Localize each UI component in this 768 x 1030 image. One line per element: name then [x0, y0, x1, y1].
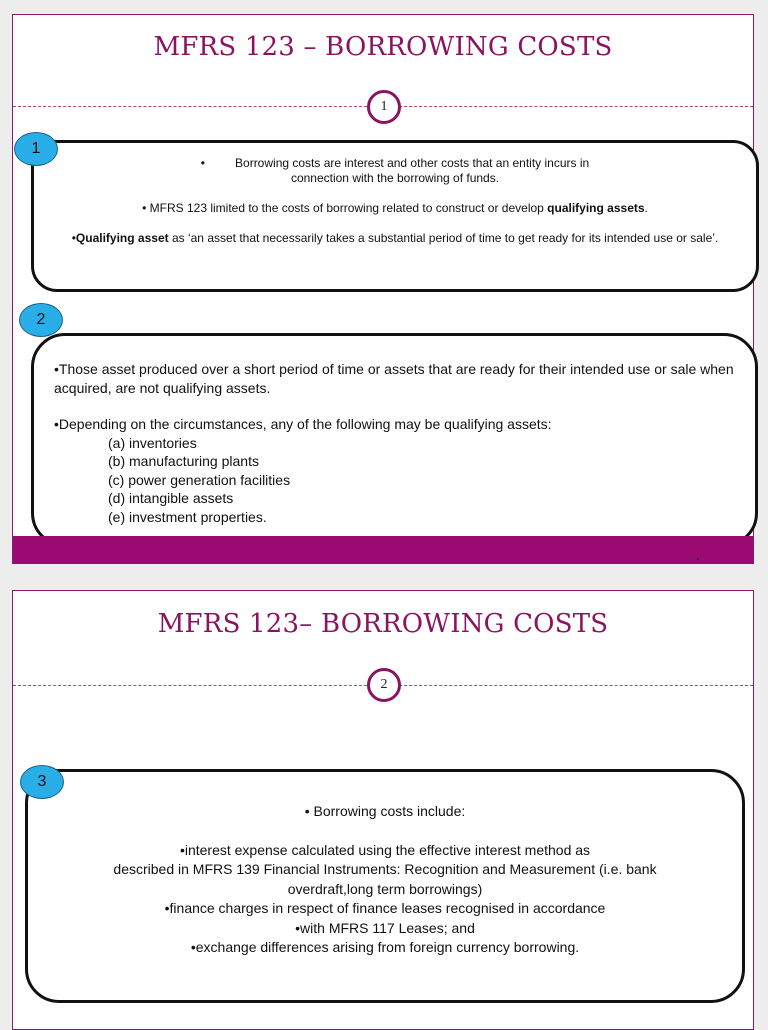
- slide-2: [12, 590, 754, 1030]
- paragraph-not-qualifying: •Those asset produced over a short period of time or assets that are ready for their intended use or sale when acquired, are not qualifying assets.: [54, 361, 734, 396]
- paragraph-mfrs-scope: • MFRS 123 limited to the costs of borrowing related to construct or develop qualifying assets.: [142, 201, 648, 215]
- list-line: described in MFRS 139 Financial Instruments: Recognition and Measurement (i.e. bank: [113, 861, 657, 877]
- list-line: •with MFRS 117 Leases; and: [295, 919, 475, 936]
- list-item: (a) inventories: [108, 434, 197, 451]
- slide-title: MFRS 123– BORROWING COSTS: [157, 609, 609, 639]
- list-line: •exchange differences arising from foreign currency borrowing.: [190, 939, 580, 955]
- borrowing-costs-include-heading: • Borrowing costs include:: [304, 803, 466, 819]
- slide-number-badge: 2: [367, 668, 401, 702]
- bullet-icon: •: [200, 156, 205, 170]
- list-item: (b) manufacturing plants: [108, 453, 259, 469]
- box-1-text: [54, 156, 736, 246]
- list-line: •interest expense calculated using the effective interest method as: [179, 841, 591, 858]
- footer-bar: [13, 536, 753, 564]
- list-item: (d) intangible assets: [108, 490, 234, 506]
- list-item: (e) investment properties.: [108, 508, 267, 525]
- badge-2: 2: [19, 303, 63, 337]
- content-box-1: [31, 140, 759, 292]
- content-box-2: [31, 333, 758, 547]
- badge-1: 1: [14, 132, 58, 166]
- list-line: •finance charges in respect of finance leases recognised in accordance: [164, 900, 606, 916]
- content-box-3: [25, 769, 745, 1003]
- slide-1: [12, 14, 754, 564]
- badge-3: 3: [20, 765, 64, 799]
- list-item: (c) power generation facilities: [108, 471, 291, 488]
- footer-page-dot: [697, 558, 699, 560]
- box-2-text: [54, 360, 741, 526]
- paragraph-borrowing-costs-definition: • Borrowing costs are interest and other costs that an entity incurs in connection with the borrowing of funds.: [200, 156, 590, 185]
- list-line: overdraft,long term borrowings): [287, 880, 483, 897]
- slide-title: MFRS 123 – BORROWING COSTS: [153, 32, 613, 62]
- box-3-text: [48, 802, 722, 958]
- paragraph-may-be-qualifying: •Depending on the circumstances, any of the following may be qualifying assets:: [54, 416, 552, 432]
- slide-number-badge: 1: [367, 90, 401, 124]
- paragraph-qualifying-asset: •Qualifying asset as ‘an asset that necessarily takes a substantial period of time to get ready for its intended use or sale’.: [71, 231, 719, 245]
